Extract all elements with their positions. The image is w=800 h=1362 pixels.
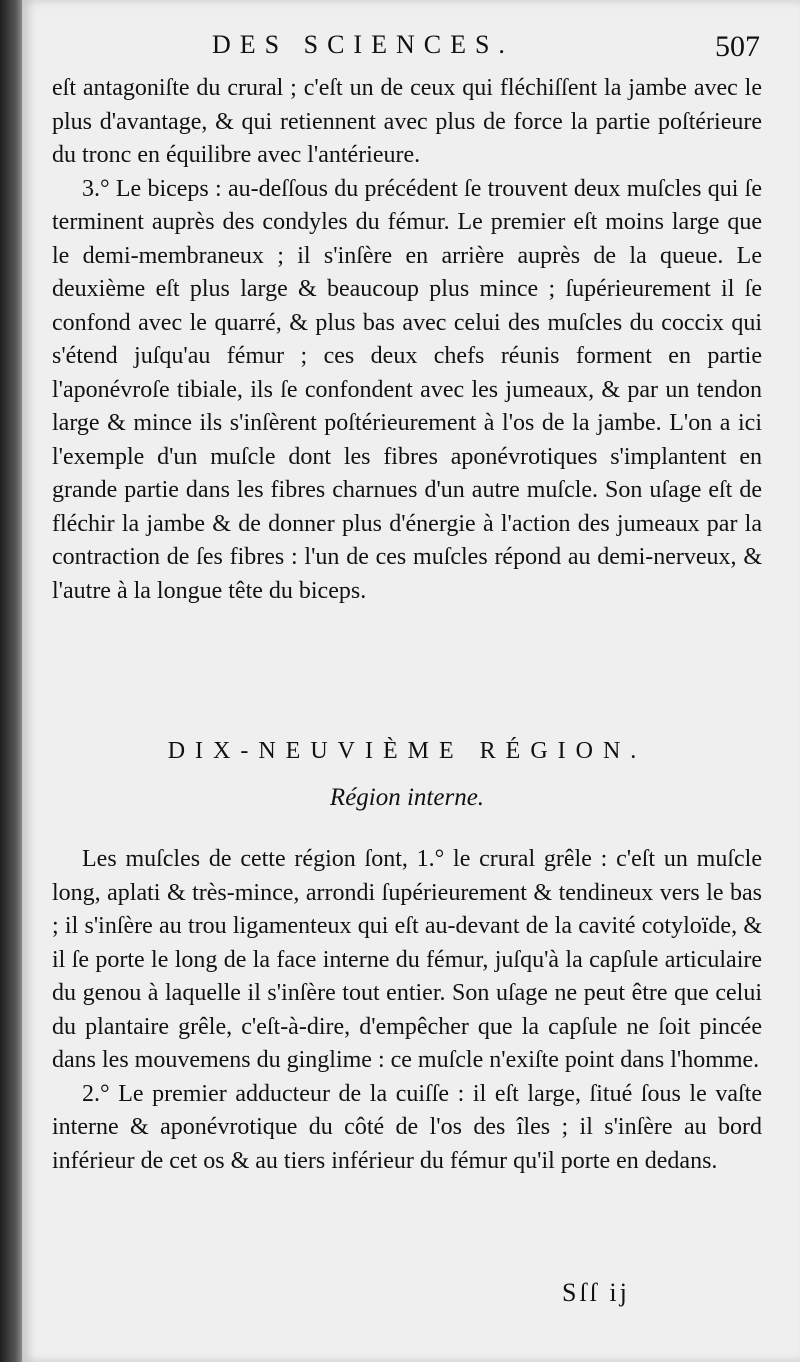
text-block-biceps	[52, 72, 762, 608]
page-gutter-shadow	[0, 0, 22, 1362]
running-head	[212, 30, 770, 70]
page-number: 507	[715, 30, 760, 63]
book-page	[22, 0, 800, 1362]
signature-mark: Sſſ ij	[562, 1278, 630, 1307]
running-title: DES SCIENCES.	[212, 30, 514, 59]
section-heading: DIX-NEUVIÈME RÉGION.	[167, 738, 647, 764]
paragraph-biceps: 3.° Le biceps : au-deſſous du précédent ſe trouvent deux muſcles qui ſe terminent auprès des condyles du fémur. Le premier eſt moins large que le demi-membraneux ; il s'inſère en arrière auprès de la queue. Le deuxième eſt plus large & beaucoup plus mince ; ſupérieurement il ſe confond avec le quarré, & plus bas avec celui des muſcles du coccix qui s'étend juſqu'au fémur ; ces deux chefs réunis forment en partie l'aponévroſe tibiale, ils ſe confondent avec les jumeaux, & par un tendon large & mince ils s'inſèrent poſtérieurement à l'os de la jambe. L'on a ici l'exemple d'un muſcle dont les fibres aponévrotiques s'implantent en grande partie dans les fibres charnues d'un autre muſcle. Son uſage eſt de fléchir la jambe & de donner plus d'énergie à l'action des jumeaux par la contraction de ſes fibres : l'un de ces muſcles répond au demi-nerveux, & l'autre à la longue tête du biceps.	[52, 175, 762, 604]
paragraph-crural-grele: Les muſcles de cette région ſont, 1.° le crural grêle : c'eſt un muſcle long, aplati & très-mince, arrondi ſupérieurement & tendineux vers le bas ; il s'inſère au trou ligamenteux qui eſt au-devant de la cavité cotyloïde, & il ſe porte le long de la face interne du fémur, juſqu'à la capſule articulaire du genou à laquelle il s'inſère tout entier. Son uſage ne peut être que celui du plantaire grêle, c'eſt-à-dire, d'empêcher que la capſule ne ſoit pincée dans les mouvemens du ginglime : ce muſcle n'exiſte point dans l'homme.	[52, 846, 762, 1073]
section-subheading: Région interne.	[329, 784, 485, 811]
paragraph-adducteur: 2.° Le premier adducteur de la cuiſſe : il eſt large, ſitué ſous le vaſte interne & aponévrotique du côté de l'os des îles ; il s'inſère au bord inférieur de cet os & au tiers inférieur du fémur qu'il porte en dedans.	[52, 1080, 762, 1174]
paragraph-continuation: eſt antagoniſte du crural ; c'eſt un de ceux qui fléchiſſent la jambe avec le plus d'avantage, & qui retiennent avec plus de force la partie poſtérieure du tronc en équilibre avec l'antérieure.	[52, 75, 762, 168]
text-block-region-interne	[52, 843, 762, 1178]
